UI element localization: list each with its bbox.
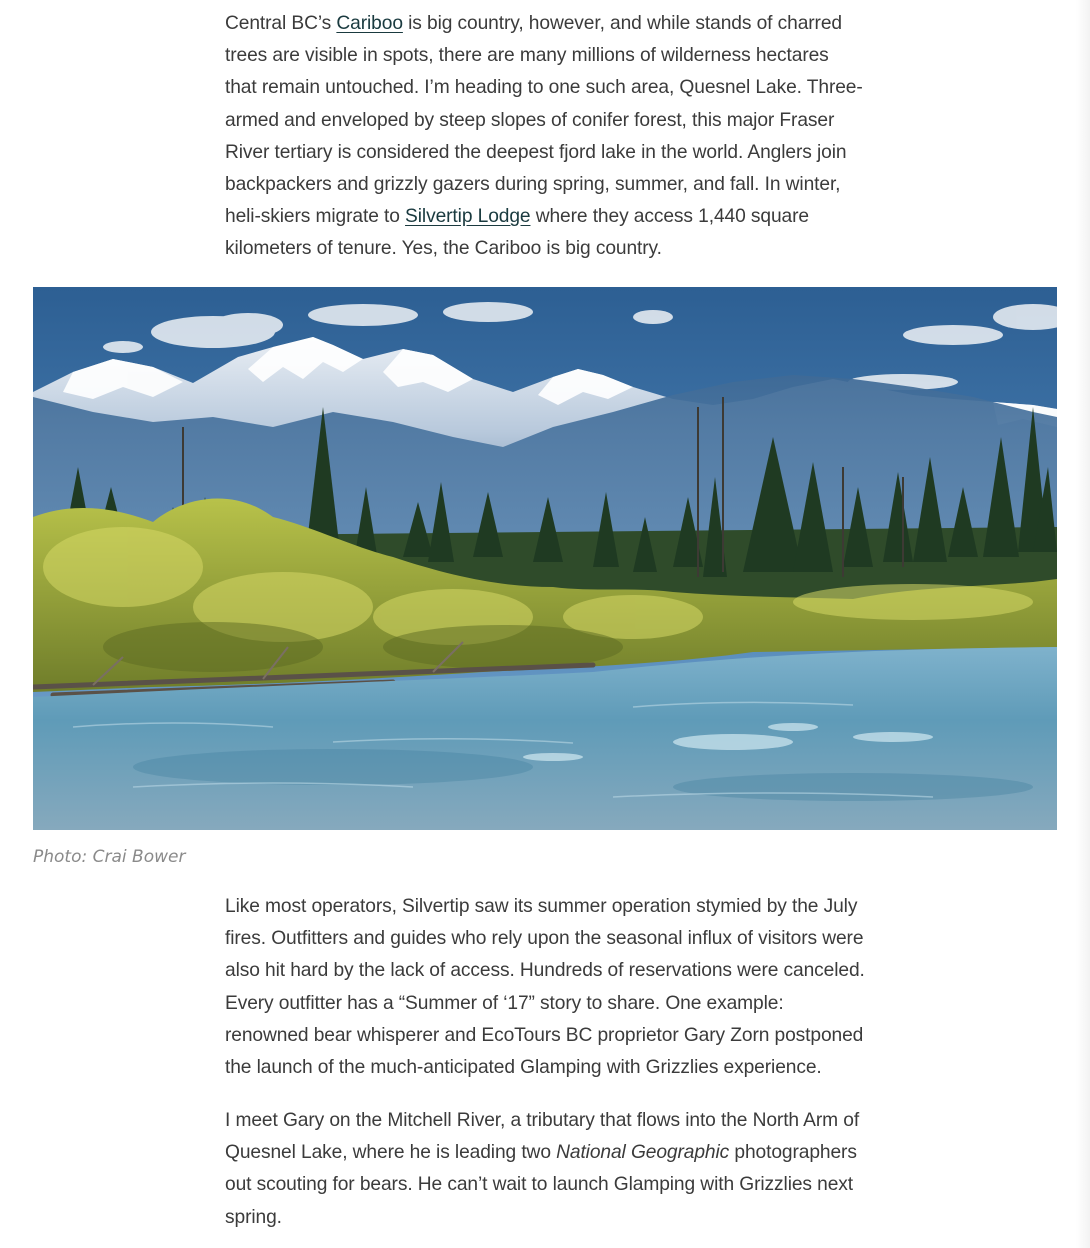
- paragraph-mitchell-river: [225, 1105, 865, 1234]
- cariboo-link[interactable]: Cariboo: [336, 13, 403, 34]
- paragraph-text: photographers out scouting for bears. He can’t wait to launch Glamping with Grizzlies next spring.: [225, 1142, 857, 1228]
- paragraph-text: I meet Gary on the Mitchell River, a tributary that flows into the North Arm of Quesnel Lake, where he is leading two: [225, 1110, 860, 1164]
- photo-image: [33, 287, 1057, 830]
- silvertip-lodge-link[interactable]: Silvertip Lodge: [405, 206, 531, 228]
- photo-caption: Photo: Crai Bower: [33, 847, 186, 867]
- paragraph-text: is big country, however, and while stands of charred trees are visible in spots, there are many millions of wilderness hectares that remain untouched. I’m heading to one such area, Quesnel Lake. Three-armed and enveloped by steep slopes of conifer forest, this major Fraser River tertiary is considered the deepest fjord lake in the world. Anglers join backpackers and grizzly gazers during spring, summer, and fall. In winter, heli-skiers migrate to: [225, 13, 863, 228]
- paragraph-silvertip: [225, 891, 865, 1084]
- paragraph-cariboo: [225, 8, 865, 266]
- paragraph-text: Central BC’s: [225, 13, 337, 34]
- page-edge-shade: [1076, 0, 1090, 1248]
- paragraph-text: where they access 1,440 square kilometers of tenure. Yes, the Cariboo is big country.: [225, 206, 809, 260]
- paragraph-text: Like most operators, Silvertip saw its summer operation stymied by the July fires. Outfitters and guides who rely upon the seasonal influx of visitors were also hit hard by the lack of access. Hundreds of reservations were canceled. Every outfitter has a “Summer of ‘17” story to share. One example: renowned bear whisperer and EcoTours BC proprietor Gary Zorn postponed the launch of the much-anticipated Glamping with Grizzlies experience.: [225, 896, 865, 1079]
- publication-title: National Geographic: [556, 1142, 730, 1164]
- river-mountain-photo: [33, 287, 1057, 830]
